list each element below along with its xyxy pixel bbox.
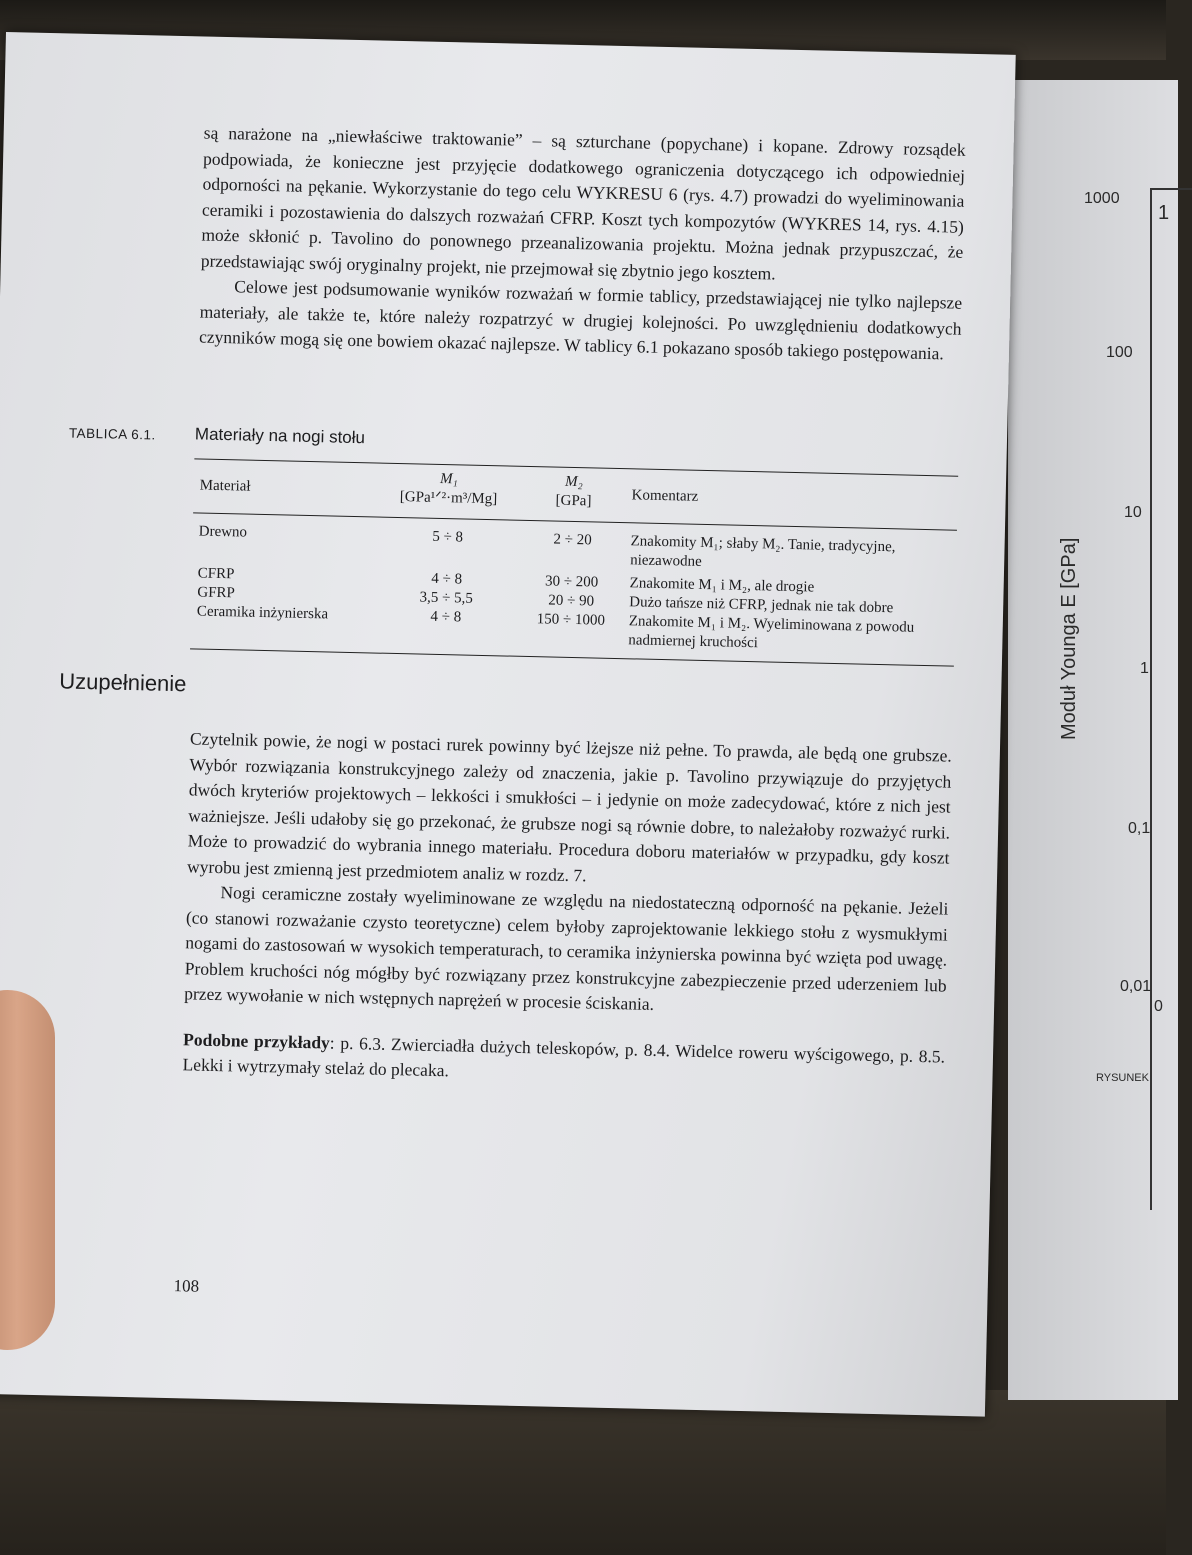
y-tick-0-1: 0,1	[1128, 820, 1151, 837]
table-title: Materiały na nogi stołu	[194, 424, 366, 448]
row-2-m1: 4 ÷ 8	[431, 570, 463, 588]
row-3-material: GFRP	[197, 584, 236, 602]
paragraph-3: Czytelnik powie, że nogi w postaci rurek powinny być lżejsze niż pełne. To prawda, ale będą one grubsze. Wybór rozwiązania konstrukcyjnego zależy od znaczenia, jakie p. Tavolino przywiązuje do przyjętych dwóch kryteriów projektowych – lekkości i smukłości – i jedynie on może zadecydować, które z nich jest ważniejsze. Jeśli udałoby się go przekonać, że grubsze nogi są równie dobre, to należałoby rozważyć rurki. Może to prowadzić do wybrania innego materiału. Procedura doboru materiałów w przypadku, gdy koszt wyrobu jest zmienną jest przedmiotem analiz w rozdz. 7.	[186, 728, 953, 885]
row-4-m2: 150 ÷ 1000	[536, 611, 606, 629]
materials-table	[194, 458, 958, 652]
header-m1-symbol: M₁	[439, 470, 459, 488]
similar-examples	[182, 1027, 945, 1095]
paragraph-4: Nogi ceramiczne zostały wyeliminowane ze względu na niedostateczną odporność na pękanie. Jeżeli (co stanowi rozważanie czysto teoretyczne) celem byłoby zaprojektowanie lekkiego stołu z wysmukłymi nogami do zastosowań w wysokich temperaturach, to ceramika inżynierska powinna być wzięta pod uwagę. Problem kruchości nóg mógłby być rozwiązany przez konstrukcyjne zabezpieczenie przed uderzeniem lub przez wywołanie w nich wstępnych naprężeń w procesie ściskania.	[184, 882, 949, 1014]
paragraph-2: Celowe jest podsumowanie wyników rozważań w formie tablicy, przedstawiającej nie tylko najlepsze materiały, ale także te, które należy rozpatrzyć w drugiej kolejności. Po uwzględnieniu dodatkowych czynników mogą się one bowiem okazać najlepsze. W tablicy 6.1 pokazano sposób takiego postępowania.	[198, 276, 963, 364]
y-tick-0-01: 0,01	[1120, 978, 1152, 995]
row-3-m1: 3,5 ÷ 5,5	[419, 589, 474, 607]
y-tick-1000: 1000	[1084, 190, 1120, 207]
row-3-comment: Dużo tańsze niż CFRP, jednak nie tak dobre	[629, 594, 894, 617]
table-header-rule	[193, 512, 957, 530]
similar-label: Podobne przykłady	[182, 1028, 331, 1053]
paragraph-1: są narażone na „niewłaściwe traktowanie” – są szturchane (popychane) i kopane. Zdrowy rozsądek podpowiada, że konieczne jest przyjęcie dodatkowego ograniczenia dotyczącego ich odpowiedniej odporności na pękanie. Wykorzystanie do tego celu WYKRESU 6 (rys. 4.7) prowadzi do wyeliminowania ceramiki i pozostawienia do dalszych rozważań CFRP. Koszt tych kompozytów (WYKRES 14, rys. 4.15) może skłonić p. Tavolino do ponownego przeanalizowania projektu. Można jednak przypuszczać, że przedstawiając swój oryginalny projekt, nie przejmował się zbytnio jego kosztem.	[200, 122, 966, 284]
row-4-material: Ceramika inżynierska	[196, 603, 329, 623]
row-1-comment: Znakomity M₁; słaby M₂. Tanie, tradycyjne, niezawodne	[629, 533, 896, 570]
row-4-m1: 4 ÷ 8	[430, 608, 462, 626]
row-1-material: Drewno	[198, 523, 248, 541]
section-heading: Uzupełnienie	[59, 668, 187, 697]
header-m1-unit: [GPa¹ᐟ²·m³/Mg]	[399, 489, 498, 508]
header-m2-symbol: M₂	[564, 473, 583, 491]
table-label: TABLICA 6.1.	[68, 425, 156, 443]
thumb	[0, 990, 55, 1350]
y-tick-100: 100	[1106, 344, 1133, 361]
row-2-m2: 30 ÷ 200	[544, 573, 599, 591]
row-1-m2: 2 ÷ 20	[553, 531, 592, 549]
page-number: 108	[173, 1276, 200, 1296]
partial-box-digit: 1	[1158, 202, 1170, 224]
y-tick-1: 1	[1140, 660, 1149, 677]
row-2-material: CFRP	[197, 565, 235, 583]
row-3-m2: 20 ÷ 90	[548, 592, 595, 610]
y-axis-title: Moduł Younga E [GPa]	[1058, 537, 1080, 740]
chart-frame	[1150, 188, 1192, 1210]
right-page	[1008, 80, 1178, 1400]
row-1-m1: 5 ÷ 8	[432, 528, 464, 546]
background-bottom	[0, 1390, 1166, 1555]
header-m2-unit: [GPa]	[555, 492, 592, 510]
row-2-comment: Znakomite M₁ i M₂, ale drogie	[629, 575, 815, 596]
similar-text: : p. 6.3. Zwierciadła dużych teleskopów, p. 8.4. Widelce roweru wyścigowego, p. 8.5. Lekki i wytrzymały stelaż do plecaka.	[182, 1032, 946, 1081]
header-comment: Komentarz	[631, 487, 699, 505]
book-page	[0, 32, 1016, 1417]
top-text-block	[199, 121, 966, 368]
header-material: Materiał	[199, 477, 251, 495]
x-tick-partial: 0	[1154, 998, 1163, 1015]
figure-label: RYSUNEK	[1096, 1072, 1149, 1084]
bottom-text-block	[182, 726, 952, 1095]
row-4-comment: Znakomite M₁ i M₂. Wyeliminowana z powodu nadmiernej kruchości	[628, 613, 915, 652]
y-tick-10: 10	[1124, 504, 1142, 521]
